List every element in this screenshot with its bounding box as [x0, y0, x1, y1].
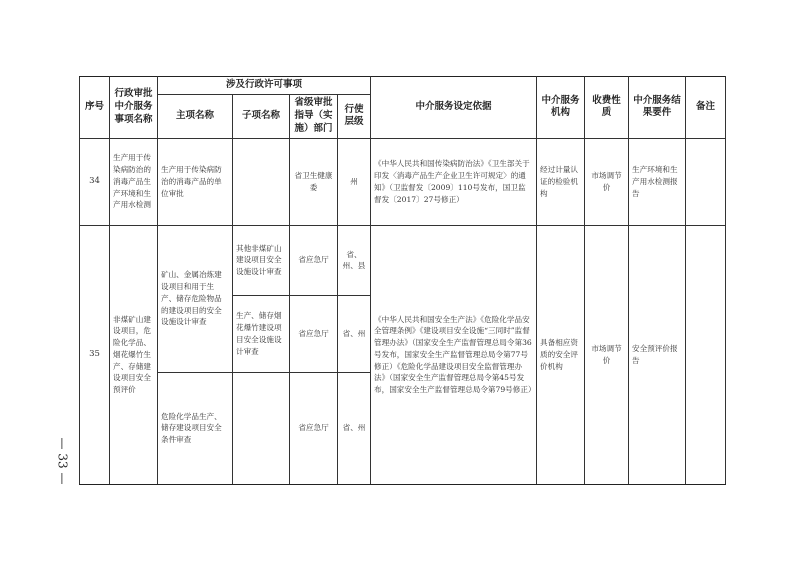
header-dept: 省级审批指导（实施）部门 [290, 94, 338, 138]
row-34-fee: 市场调节价 [585, 138, 629, 225]
header-result: 中介服务结果要件 [629, 77, 686, 139]
row-35-result: 安全预评价报告 [629, 225, 686, 484]
row-34-basis: 《中华人民共和国传染病防治法》《卫生部关于印发〈消毒产品生产企业卫生许可规定〉的通知》（卫监督发〔2009〕110号发布，国卫监督发〔2017〕27号修正） [371, 138, 537, 225]
row-35-main-item-1: 矿山、金属冶炼建设项目和用于生产、储存危险物品的建设项目的安全设施设计审查 [158, 225, 233, 372]
header-main-item: 主项名称 [158, 94, 233, 138]
row-34-main-item: 生产用于传染病防治的消毒产品的单位审批 [158, 138, 233, 225]
header-agency: 中介服务机构 [537, 77, 585, 139]
row-34-remark [686, 138, 726, 225]
table-row [80, 138, 726, 225]
row-34-result: 生产环境和生产用水检测报告 [629, 138, 686, 225]
page-number [52, 416, 72, 506]
row-34-level: 州 [338, 138, 371, 225]
row-34-sub-item [233, 138, 290, 225]
header-remark: 备注 [686, 77, 726, 139]
row-35-level-2: 省、州 [338, 295, 371, 372]
header-license-group: 涉及行政许可事项 [158, 77, 371, 95]
row-35-sub-item-2: 生产、储存烟花爆竹建设项目安全设施设计审查 [233, 295, 290, 372]
row-35-level-1: 省、州、县 [338, 225, 371, 295]
row-35-main-item-3: 危险化学品生产、储存建设项目安全条件审查 [158, 372, 233, 484]
table-row [80, 225, 726, 295]
row-35-fee: 市场调节价 [585, 225, 629, 484]
header-basis: 中介服务设定依据 [371, 77, 537, 139]
row-35-dept-3: 省应急厅 [290, 372, 338, 484]
row-35-admin-item: 非煤矿山建设项目，危险化学品、烟花爆竹生产、存储建设项目安全预评价 [110, 225, 158, 484]
row-35-sub-item-1: 其他非煤矿山建设项目安全设施设计审查 [233, 225, 290, 295]
row-35-agency: 具备相应资质的安全评价机构 [537, 225, 585, 484]
header-admin-item: 行政审批中介服务事项名称 [110, 77, 158, 139]
header-fee: 收费性质 [585, 77, 629, 139]
row-34-seq: 34 [80, 138, 110, 225]
row-35-level-3: 省、州 [338, 372, 371, 484]
row-34-dept: 省卫生健康委 [290, 138, 338, 225]
header-level: 行使层级 [338, 94, 371, 138]
row-34-agency: 经过计量认证的检验机构 [537, 138, 585, 225]
row-35-basis: 《中华人民共和国安全生产法》《危险化学品安全管理条例》《建设项目安全设施“三同时”监督管理办法》（国家安全生产监督管理总局令第36号发布，国家安全生产监督管理总局令第77号修正）《危险化学品建设项目安全监督管理办法》（国家安全生产监督管理总局令第45号发布，国家安全生产监督管理总局令第79号修正） [371, 225, 537, 484]
row-35-seq: 35 [80, 225, 110, 484]
row-35-remark [686, 225, 726, 484]
row-35-dept-2: 省应急厅 [290, 295, 338, 372]
page-number-text: — 33 — [55, 437, 69, 485]
header-seq: 序号 [80, 77, 110, 139]
row-35-dept-1: 省应急厅 [290, 225, 338, 295]
header-sub-item: 子项名称 [233, 94, 290, 138]
row-35-sub-item-3 [233, 372, 290, 484]
row-34-admin-item: 生产用于传染病防治的消毒产品生产环境和生产用水检测 [110, 138, 158, 225]
approval-items-table [79, 76, 726, 485]
